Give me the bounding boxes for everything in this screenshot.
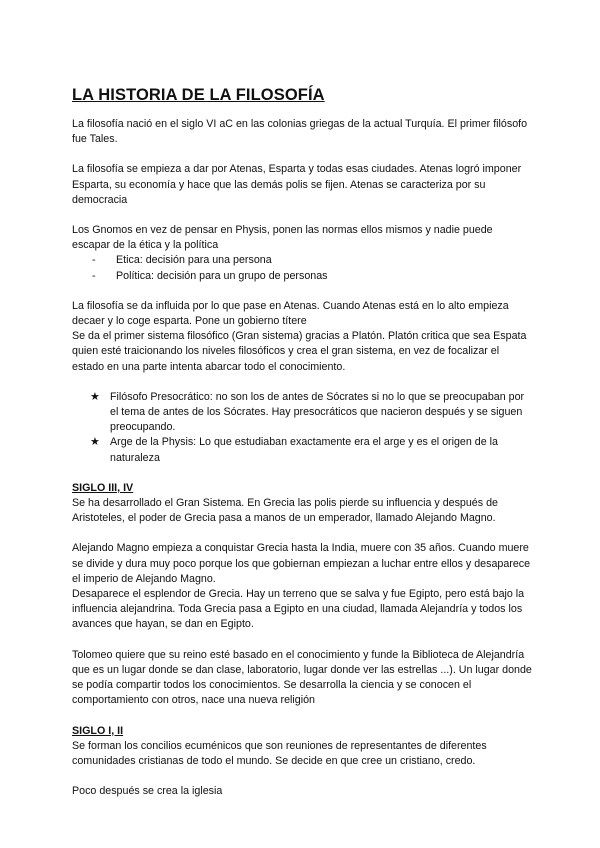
list-item-text: Política: decisión para un grupo de personas xyxy=(116,269,328,282)
paragraph-egipto: Desaparece el esplendor de Grecia. Hay un terreno que se salva y fue Egipto, pero está bajo la influencia alejandrina. Toda Grecia pasa a Egipto en una ciudad, llamada Alejandría y todos los avances que hayan, se dan en Egipto. xyxy=(72,588,525,631)
document-page xyxy=(72,86,532,799)
section-heading-siglo-i-ii: SIGLO I, II xyxy=(72,724,124,737)
list-item xyxy=(90,435,532,465)
dash-bullet: - xyxy=(92,269,96,282)
paragraph-tolomeo: Tolomeo quiere que su reino esté basado en el conocimiento y funde la Biblioteca de Alejandría que es un lugar donde se dan clase, laboratorio, lugar donde ver las estrellas ...). Un lugar donde se podía compartir todos los conocimientos. Se desarrolla la ciencia y se conocen el comportamiento con otros, nace una nueva religión xyxy=(72,648,532,707)
list-item-text: Etica: decisión para una persona xyxy=(116,254,272,267)
list-item xyxy=(92,269,532,284)
paragraph-concilios: Se forman los concilios ecuménicos que son reuniones de representantes de diferentes comunidades cristianas de todo el mundo. Se decide en que cree un cristiano, credo. xyxy=(72,739,487,767)
list-item xyxy=(90,390,532,436)
paragraph-plato: Se da el primer sistema filosófico (Gran sistema) gracias a Platón. Platón critica que sea Espata quien esté traicionando los niveles filosóficos y crea el gran sistema, en vez de focalizar el estado en una parte intenta abarcar todo el conocimiento. xyxy=(72,330,527,373)
page-title: LA HISTORIA DE LA FILOSOFÍA xyxy=(72,86,325,104)
paragraph-athens: La filosofía se empieza a dar por Atenas, Esparta y todas esas ciudades. Atenas logró imponer Esparta, su economía y hace que las demás polis se fijen. Atenas se caracteriza por su democracia xyxy=(72,163,522,206)
paragraph-influence: La filosofía se da influida por lo que pase en Atenas. Cuando Atenas está en lo alto empieza decaer y lo coge esparta. Pone un gobierno títere xyxy=(72,299,509,328)
paragraph-iglesia: Poco después se crea la iglesia xyxy=(72,785,223,798)
dash-list xyxy=(72,253,532,283)
star-bullet-icon: ★ xyxy=(90,390,100,403)
list-item-text: Filósofo Presocrático: no son los de antes de Sócrates si no lo que se preocupaban por el tema de antes de los Sócrates. Hay presocráticos que nacieron después y se siguen preocupando. xyxy=(110,390,525,434)
paragraph-gran-sistema: Se ha desarrollado el Gran Sistema. En Grecia las polis pierde su influencia y después de Aristoteles, el poder de Grecia pasa a manos de un emperador, llamado Alejando Magno. xyxy=(72,497,498,525)
section-heading-siglo-iii-iv: SIGLO III, IV xyxy=(72,481,134,494)
list-item-text: Arge de la Physis: Lo que estudiaban exactamente era el arge y es el origen de la naturaleza xyxy=(110,436,498,464)
list-item xyxy=(92,253,532,268)
dash-bullet: - xyxy=(92,254,96,267)
star-bullet-icon: ★ xyxy=(90,436,100,449)
paragraph-gnomos: Los Gnomos en vez de pensar en Physis, ponen las normas ellos mismos y nadie puede escapar de la ética y la política xyxy=(72,224,493,252)
star-list xyxy=(72,390,532,466)
paragraph-alejandro: Alejando Magno empieza a conquistar Grecia hasta la India, muere con 35 años. Cuando muere se divide y dura muy poco porque los que gobiernan empiezan a luchar entre ellos y desaparece el imperio de Alejando Magno. xyxy=(72,542,531,585)
paragraph-origin: La filosofía nació en el siglo VI aC en las colonias griegas de la actual Turquía. El primer filósofo fue Tales. xyxy=(72,118,528,146)
